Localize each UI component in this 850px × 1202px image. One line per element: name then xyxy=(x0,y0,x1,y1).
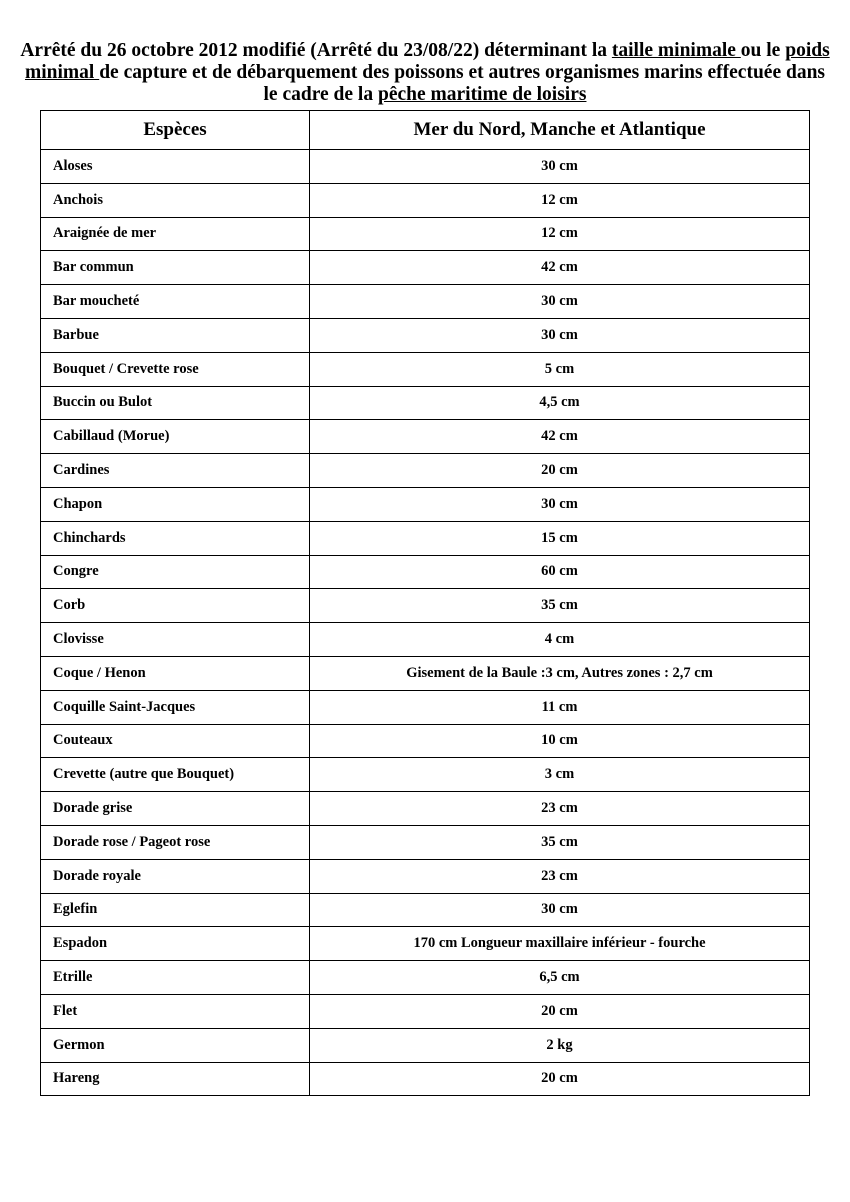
species-name-cell: Cabillaud (Morue) xyxy=(41,420,310,454)
species-name-cell: Germon xyxy=(41,1028,310,1062)
minimum-size-cell: Gisement de la Baule :3 cm, Autres zones : 2,7 cm xyxy=(310,656,810,690)
table-body xyxy=(41,150,810,1096)
minimum-size-cell: 11 cm xyxy=(310,690,810,724)
title-part-1: Arrêté du 26 octobre 2012 modifié (Arrêté du 23/08/22) déterminant la xyxy=(20,40,612,61)
table-row xyxy=(41,386,810,420)
table-row xyxy=(41,961,810,995)
minimum-size-cell: 4,5 cm xyxy=(310,386,810,420)
table-row xyxy=(41,318,810,352)
species-name-cell: Hareng xyxy=(41,1062,310,1096)
table-row xyxy=(41,1028,810,1062)
species-name-cell: Cardines xyxy=(41,454,310,488)
species-name-cell: Corb xyxy=(41,589,310,623)
table-row xyxy=(41,589,810,623)
table-row xyxy=(41,893,810,927)
minimum-size-cell: 4 cm xyxy=(310,623,810,657)
title-underline-peche-loisirs: pêche maritime de loisirs xyxy=(377,84,587,105)
document-title xyxy=(20,40,830,106)
table-row xyxy=(41,454,810,488)
table-row xyxy=(41,555,810,589)
table-row xyxy=(41,690,810,724)
minimum-size-cell: 3 cm xyxy=(310,758,810,792)
title-part-3: de capture et de débarquement des poissons et autres organismes marins effectuée dans le cadre de la xyxy=(99,62,825,105)
table-row xyxy=(41,927,810,961)
table-row xyxy=(41,217,810,251)
minimum-size-cell: 12 cm xyxy=(310,217,810,251)
minimum-size-cell: 23 cm xyxy=(310,859,810,893)
species-name-cell: Etrille xyxy=(41,961,310,995)
table-row xyxy=(41,758,810,792)
species-name-cell: Chapon xyxy=(41,487,310,521)
species-name-cell: Couteaux xyxy=(41,724,310,758)
minimum-size-cell: 35 cm xyxy=(310,825,810,859)
column-header-zone: Mer du Nord, Manche et Atlantique xyxy=(310,111,810,150)
table-row xyxy=(41,285,810,319)
species-name-cell: Coquille Saint-Jacques xyxy=(41,690,310,724)
table-row xyxy=(41,183,810,217)
species-name-cell: Eglefin xyxy=(41,893,310,927)
table-row xyxy=(41,825,810,859)
table-row xyxy=(41,724,810,758)
minimum-size-cell: 30 cm xyxy=(310,150,810,184)
species-name-cell: Dorade royale xyxy=(41,859,310,893)
species-name-cell: Buccin ou Bulot xyxy=(41,386,310,420)
minimum-size-cell: 30 cm xyxy=(310,318,810,352)
table-row xyxy=(41,352,810,386)
table-header-row xyxy=(41,111,810,150)
title-underline-poids-minimal: poids minimal xyxy=(24,40,830,83)
table-row xyxy=(41,521,810,555)
minimum-size-cell: 30 cm xyxy=(310,285,810,319)
minimum-size-cell: 42 cm xyxy=(310,251,810,285)
table-row xyxy=(41,1062,810,1096)
table-row xyxy=(41,623,810,657)
minimum-size-cell: 20 cm xyxy=(310,994,810,1028)
table-row xyxy=(41,656,810,690)
minimum-size-cell: 42 cm xyxy=(310,420,810,454)
minimum-size-cell: 35 cm xyxy=(310,589,810,623)
species-name-cell: Anchois xyxy=(41,183,310,217)
species-name-cell: Flet xyxy=(41,994,310,1028)
species-name-cell: Clovisse xyxy=(41,623,310,657)
species-name-cell: Congre xyxy=(41,555,310,589)
minimum-size-cell: 30 cm xyxy=(310,487,810,521)
table-row xyxy=(41,150,810,184)
table-row xyxy=(41,420,810,454)
species-name-cell: Dorade grise xyxy=(41,792,310,826)
minimum-size-cell: 20 cm xyxy=(310,1062,810,1096)
title-part-2: ou le xyxy=(740,40,786,61)
minimum-size-cell: 10 cm xyxy=(310,724,810,758)
species-size-table xyxy=(40,110,810,1096)
table-row xyxy=(41,251,810,285)
minimum-size-cell: 12 cm xyxy=(310,183,810,217)
species-name-cell: Araignée de mer xyxy=(41,217,310,251)
table-row xyxy=(41,792,810,826)
species-name-cell: Dorade rose / Pageot rose xyxy=(41,825,310,859)
minimum-size-cell: 5 cm xyxy=(310,352,810,386)
minimum-size-cell: 2 kg xyxy=(310,1028,810,1062)
column-header-species: Espèces xyxy=(41,111,310,150)
minimum-size-cell: 6,5 cm xyxy=(310,961,810,995)
species-name-cell: Chinchards xyxy=(41,521,310,555)
minimum-size-cell: 23 cm xyxy=(310,792,810,826)
minimum-size-cell: 20 cm xyxy=(310,454,810,488)
species-name-cell: Coque / Henon xyxy=(41,656,310,690)
minimum-size-cell: 15 cm xyxy=(310,521,810,555)
table-row xyxy=(41,994,810,1028)
species-name-cell: Espadon xyxy=(41,927,310,961)
table-row xyxy=(41,859,810,893)
species-name-cell: Aloses xyxy=(41,150,310,184)
species-name-cell: Crevette (autre que Bouquet) xyxy=(41,758,310,792)
species-name-cell: Bar commun xyxy=(41,251,310,285)
species-name-cell: Bar moucheté xyxy=(41,285,310,319)
table-row xyxy=(41,487,810,521)
minimum-size-cell: 30 cm xyxy=(310,893,810,927)
minimum-size-cell: 170 cm Longueur maxillaire inférieur - fourche xyxy=(310,927,810,961)
minimum-size-cell: 60 cm xyxy=(310,555,810,589)
title-underline-taille-minimale: taille minimale xyxy=(611,40,741,61)
species-name-cell: Barbue xyxy=(41,318,310,352)
species-name-cell: Bouquet / Crevette rose xyxy=(41,352,310,386)
